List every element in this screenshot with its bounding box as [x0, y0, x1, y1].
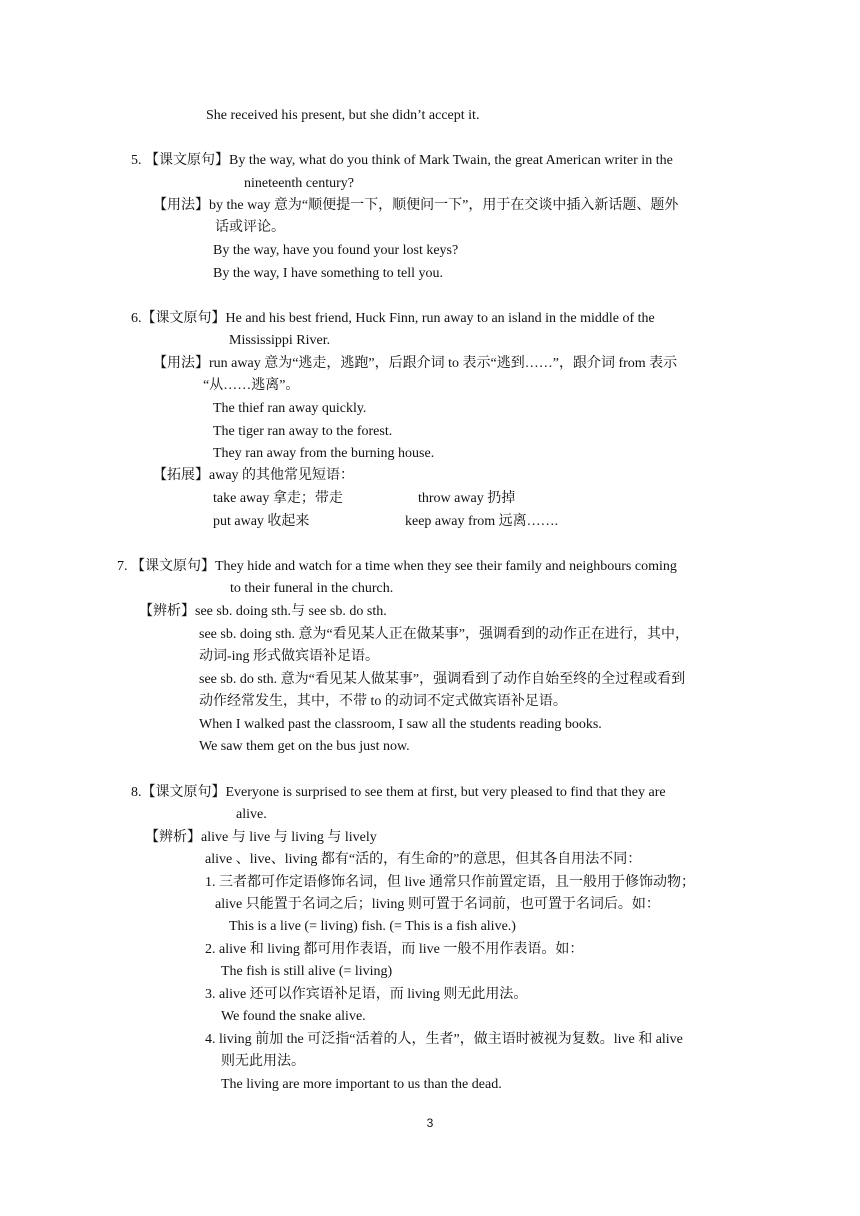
text-line: 8.【课文原句】Everyone is surprised to see them at first, but very pleased to find that they are: [131, 785, 666, 800]
text-line: alive.: [236, 807, 267, 822]
text-line: 【辨析】see sb. doing sth.与 see sb. do sth.: [139, 604, 387, 619]
text-line: 【用法】run away 意为“逃走，逃跑”，后跟介词 to 表示“逃到……”，跟介词 from 表示: [153, 356, 678, 371]
text-line: 【用法】by the way 意为“顺便提一下，顺便问一下”，用于在交谈中插入新话题、题外: [153, 198, 679, 213]
page-number: 3: [426, 1116, 434, 1130]
text-line: keep away from 远离…….: [405, 514, 559, 529]
text-line: 则无此用法。: [221, 1054, 305, 1069]
text-line: to their funeral in the church.: [230, 581, 394, 596]
text-line: see sb. do sth. 意为“看见某人做某事”，强调看到了动作自始至终的全过程或看到: [199, 672, 686, 687]
text-line: When I walked past the classroom, I saw all the students reading books.: [199, 717, 602, 732]
text-line: This is a live (= living) fish. (= This is a fish alive.): [229, 919, 516, 934]
text-line: 7. 【课文原句】They hide and watch for a time when they see their family and neighbours coming: [117, 559, 677, 574]
text-line: 【拓展】away 的其他常见短语：: [153, 468, 355, 483]
text-line: see sb. doing sth. 意为“看见某人正在做某事”，强调看到的动作正在进行，其中，: [199, 627, 689, 642]
text-line: By the way, I have something to tell you.: [213, 266, 444, 281]
text-line: By the way, have you found your lost keys?: [213, 243, 459, 258]
text-line: throw away 扔掉: [418, 491, 516, 506]
text-line: The living are more important to us than the dead.: [221, 1077, 502, 1092]
text-line: take away 拿走；带走: [213, 491, 343, 506]
text-line: 1. 三者都可作定语修饰名词，但 live 通常只作前置定语，且一般用于修饰动物；: [205, 875, 695, 890]
text-line: put away 收起来: [213, 514, 310, 529]
text-line: We found the snake alive.: [221, 1009, 366, 1024]
text-line: nineteenth century?: [244, 176, 355, 191]
text-line: “从……逃离”。: [203, 378, 300, 393]
text-line: Mississippi River.: [229, 333, 331, 348]
text-line: She received his present, but she didn’t accept it.: [206, 108, 480, 123]
text-line: alive 、live、living 都有“活的，有生命的”的意思，但其各自用法不同：: [205, 852, 642, 867]
text-line: The tiger ran away to the forest.: [213, 424, 393, 439]
text-line: They ran away from the burning house.: [213, 446, 435, 461]
text-line: The fish is still alive (= living): [221, 964, 393, 979]
text-line: 6.【课文原句】He and his best friend, Huck Finn, run away to an island in the middle of the: [131, 311, 655, 326]
text-line: 3. alive 还可以作宾语补足语，而 living 则无此用法。: [205, 987, 528, 1002]
text-line: We saw them get on the bus just now.: [199, 739, 410, 754]
text-line: 动作经常发生，其中，不带 to 的动词不定式做宾语补足语。: [199, 694, 567, 709]
text-line: 动词-ing 形式做宾语补足语。: [199, 649, 380, 664]
text-line: 2. alive 和 living 都可用作表语，而 live 一般不用作表语。如：: [205, 942, 584, 957]
text-line: 话或评论。: [215, 220, 285, 235]
text-line: The thief ran away quickly.: [213, 401, 367, 416]
text-line: 【辨析】alive 与 live 与 living 与 lively: [145, 830, 377, 845]
text-line: alive 只能置于名词之后；living 则可置于名词前，也可置于名词后。如：: [215, 897, 660, 912]
text-line: 4. living 前加 the 可泛指“活着的人，生者”，做主语时被视为复数。live 和 alive: [205, 1032, 683, 1047]
text-line: 5. 【课文原句】By the way, what do you think of Mark Twain, the great American writer in the: [131, 153, 673, 168]
